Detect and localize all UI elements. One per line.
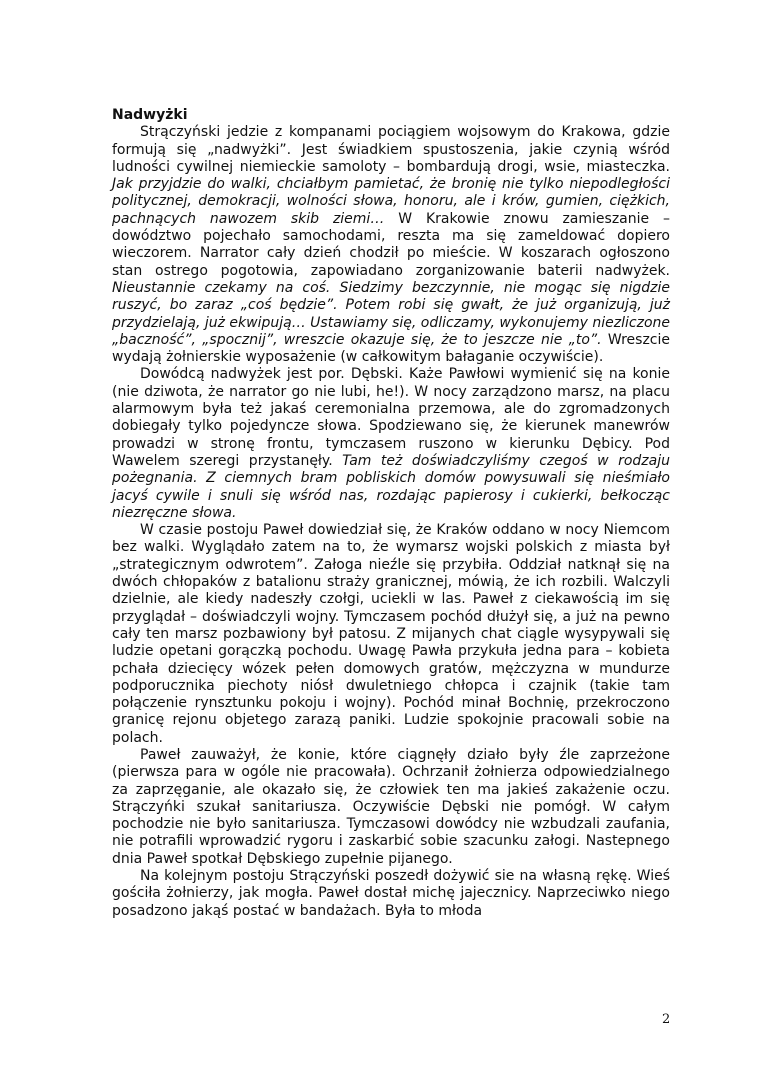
paragraph-text: Strączyński jedzie z kompanami pociągiem wojsowym do Krakowa, gdzie formują się „nadwyżki”. Jest świadkiem spustoszenia, jakie czynią wśród ludności cywilnej niemieckie samoloty – bombardują drogi, wsie, miasteczka.: [112, 124, 670, 175]
paragraph-list: [112, 124, 670, 920]
body-paragraph: [112, 366, 670, 522]
body-paragraph: [112, 868, 670, 920]
paragraph-text: W Krakowie znowu zamieszanie – dowództwo pojechało samochodami, reszta ma się zameldować dopiero wieczorem. Narrator cały dzień chodził po mieście. W koszarach ogłoszono stan ostrego pogotowia, zapowiadano zorganizowanie baterii nadwyżek.: [112, 210, 671, 279]
italic-quote-text: Nieustannie czekamy na coś. Siedzimy bezczynnie, nie mogąc się nigdzie ruszyć, bo zaraz „coś będzie”. Potem robi się gwałt, że już organizują, już przydzielają, już ekwipują… Ustawiamy się, odliczamy, wykonujemy niezliczone „baczność”, „spocznij”, wreszcie okazuje się, że to jeszcze nie „to”.: [112, 279, 670, 348]
document-page: [112, 107, 670, 920]
page-number: 2: [662, 1012, 671, 1027]
section-heading: Nadwyżki: [112, 107, 188, 123]
paragraph-text: Paweł zauważył, że konie, które ciągnęły działo były źle zaprzeżone (pierwsza para w ogóle nie pracowała). Ochrzanił żołnierza odpowiedzialnego za zaprzęganie, ale okazało się, że człowiek ten ma jakieś zakażenie oczu. Strączyńki szukał sanitariusza. Oczywiście Dębski nie pomógł. W całym pochodzie nie było sanitariusza. Tymczasowi dowódcy nie wzbudzali zaufania, nie potrafili wprowadzić rygoru i zaskarbić sobie szacunku załogi. Nastepnego dnia Paweł spotkał Dębskiego zupełnie pijanego.: [112, 746, 670, 867]
paragraph-text: Na kolejnym postoju Strączyński poszedł dożywić sie na własną rękę. Wieś gościła żołnierzy, jak mogła. Paweł dostał michę jajecznicy. Naprzeciwko niego posadzono jakąś postać w bandażach. Była to młoda: [112, 868, 670, 919]
italic-quote-text: Tam też doświadczyliśmy czegoś w rodzaju pożegnania. Z ciemnych bram pobliskich domów powysuwali się nieśmiało jacyś cywile i snuli się wśród nas, rozdając papierosy i cukierki, bełkocząc niezręczne słowa.: [112, 452, 670, 521]
paragraph-text: Wreszcie wydają żołnierskie wyposażenie (w całkowitym bałaganie oczywiście).: [112, 331, 670, 366]
paragraph-text: W czasie postoju Paweł dowiedział się, że Kraków oddano w nocy Niemcom bez walki. Wyglądało zatem na to, że wymarsz wojski polskich z miasta był „strategicznym odwrotem”. Załoga nieźle się przybiła. Oddział natknął się na dwóch chłopaków z batalionu straży granicznej, mówią, że ich rozbili. Walczyli dzielnie, ale kiedy nadeszły czołgi, uciekli w las. Paweł z ciekawością im się przyglądał – doświadczyli wojny. Tymczasem pochód dłużył się, a już na pewno cały ten marsz pozbawiony był patosu. Z mijanych chat ciągle wysypywali się ludzie opetani gorączką pochodu. Uwagę Pawła przykuła jedna para – kobieta pchała dziecięcy wózek pełen domowych gratów, mężczyzna w mundurze podporucznika piechoty niósł dwuletniego chłopca i czajnik (takie tam połączenie rynsztunku pokoju i wojny). Pochód minał Bochnię, przekroczono granicę rejonu objetego zarazą paniki. Ludzie spokojnie pracowali sobie na polach.: [112, 522, 670, 746]
body-paragraph: [112, 747, 670, 868]
paragraph-text: Dowódcą nadwyżek jest por. Dębski. Każe Pawłowi wymienić się na konie (nie dziwota, że narrator go nie lubi, he!). W nocy zarządzono marsz, na placu alarmowym była też jakaś ceremonialna przemowa, ale do zgromadzonych dobiegały tylko pojedyncze słowa. Spodziewano się, że kierunek manewrów prowadzi w stronę frontu, tymczasem ruszono w kierunku Dębicy. Pod Wawelem szeregi przystanęły.: [112, 366, 670, 469]
body-paragraph: [112, 124, 670, 366]
body-paragraph: [112, 522, 670, 747]
italic-quote-text: Jak przyjdzie do walki, chciałbym pamietać, że bronię nie tylko niepodległości politycznej, demokracji, wolności słowa, honoru, ale i krów, gumien, ciężkich, pachnących nawozem skib ziemi…: [112, 176, 670, 227]
